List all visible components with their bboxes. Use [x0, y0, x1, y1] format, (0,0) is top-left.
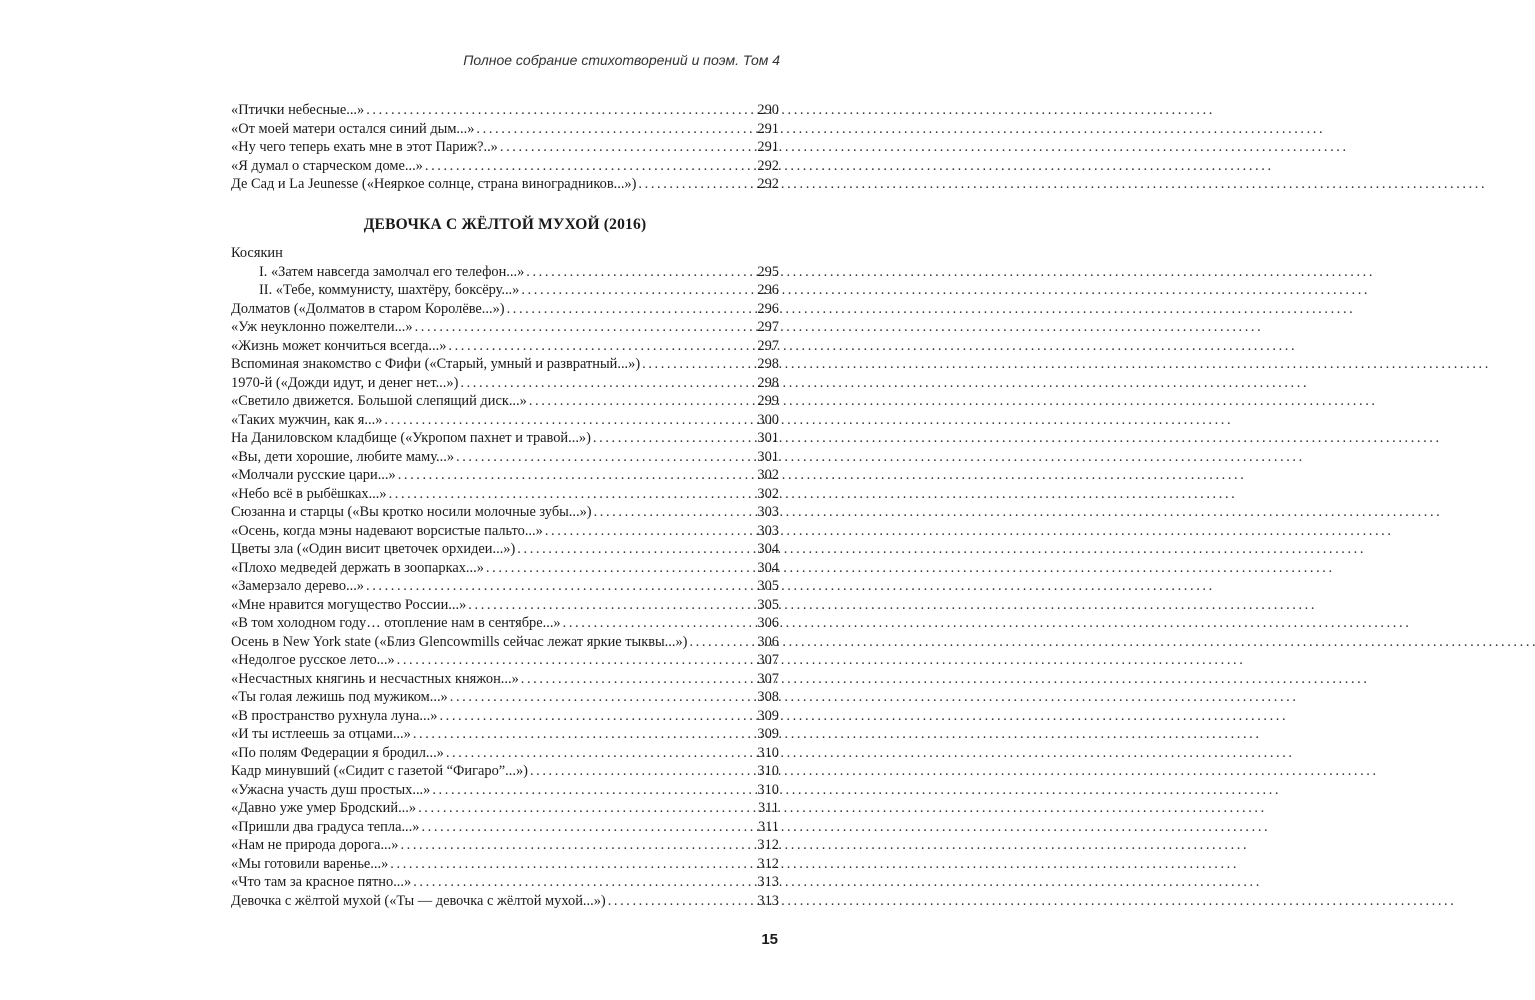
toc-main-block	[231, 244, 779, 910]
toc-entry	[231, 762, 779, 781]
toc-entry-page: 303	[757, 504, 779, 520]
toc-entry-title: «Что там за красное пятно...»	[231, 874, 412, 890]
toc-entry-title: Девочка с жёлтой мухой («Ты — девочка с жёлтой мухой...»)	[231, 892, 606, 909]
toc-entry-page: 297	[757, 337, 779, 354]
leader-dots	[364, 101, 757, 120]
toc-entry-page: 298	[757, 356, 779, 372]
toc-entry-title: «Птички небесные...»	[231, 102, 365, 118]
toc-entry-page: 298	[757, 374, 779, 391]
toc-entry	[231, 781, 779, 800]
toc-entry-title: «Мы готовили варенье...»	[231, 855, 389, 872]
toc-entry-page: 308	[757, 689, 779, 705]
toc-entry-title: Кадр минувший («Сидит с газетой “Фигаро”...»)	[231, 763, 528, 779]
toc-entry-page: 295	[757, 263, 779, 280]
toc-entry-title: «Давно уже умер Бродский...»	[231, 800, 417, 816]
toc-entry	[231, 337, 779, 356]
leader-dots	[515, 540, 757, 559]
leader-dots	[591, 429, 757, 448]
toc-entry	[231, 522, 779, 541]
toc-entry-title: Сюзанна и старцы («Вы кротко носили молочные зубы...»)	[231, 504, 592, 520]
toc-entry	[231, 318, 779, 337]
section-title: ДЕВОЧКА С ЖЁЛТОЙ МУХОЙ (2016)	[363, 216, 647, 233]
toc-entry-title: «В пространство рухнула луна...»	[231, 707, 438, 724]
toc-entry-page: 302	[757, 485, 779, 502]
toc-entry-title: Долматов («Долматов в старом Королёве...»)	[231, 300, 505, 317]
toc-entry-title: На Даниловском кладбище («Укропом пахнет и травой...»)	[231, 430, 591, 446]
toc-entry-page: 302	[757, 467, 779, 483]
toc-entry	[231, 596, 779, 615]
leader-dots	[687, 633, 757, 652]
toc-entry	[231, 157, 779, 176]
toc-entry	[231, 559, 779, 578]
toc-entry-page: 299	[757, 393, 779, 409]
toc-entry-title: 1970-й («Дожди идут, и денег нет...»)	[231, 374, 459, 391]
toc-entry-page: 313	[757, 892, 779, 909]
leader-dots	[446, 337, 757, 356]
leader-dots	[606, 892, 758, 911]
toc-entry	[231, 892, 779, 911]
leader-dots	[423, 157, 758, 176]
toc-entry	[231, 355, 779, 374]
toc-entry-page: 292	[757, 157, 779, 174]
leader-dots	[395, 651, 758, 670]
leader-dots	[413, 318, 758, 337]
toc-entry-page: 304	[757, 559, 779, 576]
toc-entry-title: «Замерзало дерево...»	[231, 578, 365, 594]
running-header: Полное собрание стихотворений и поэм. Том 4	[463, 52, 780, 68]
leader-dots	[388, 855, 757, 874]
toc-entry	[231, 873, 779, 892]
toc-entry-page: 301	[757, 430, 779, 446]
toc-entry-page: 292	[757, 176, 779, 192]
toc-entry-title: «Небо всё в рыбёшках...»	[231, 485, 387, 502]
toc-entry-title: «От моей матери остался синий дым...»	[231, 120, 475, 137]
leader-dots	[387, 485, 758, 504]
toc-entry	[231, 707, 779, 726]
toc-entry	[231, 614, 779, 633]
toc-entry-title: «Уж неуклонно пожелтели...»	[231, 319, 413, 335]
toc-entry	[231, 448, 779, 467]
toc-entry	[231, 138, 779, 157]
toc-entry-title: «Я думал о старческом доме...»	[231, 157, 423, 174]
toc-entry-page: 310	[757, 781, 779, 798]
toc-entry-title: «Осень, когда мэны надевают ворсистые пальто...»	[231, 522, 543, 539]
toc-entry-title: «Ну чего теперь ехать мне в этот Париж?..»	[231, 139, 498, 155]
toc-entry	[231, 799, 779, 818]
toc-sub-entry	[231, 263, 779, 282]
toc-entry-title: «Вы, дети хорошие, любите маму...»	[231, 448, 455, 465]
toc-top-block	[231, 101, 779, 194]
toc-entry	[231, 633, 779, 652]
toc-entry	[231, 374, 779, 393]
leader-dots	[364, 577, 757, 596]
toc-entry-page: 305	[757, 578, 779, 594]
leader-dots	[505, 300, 758, 319]
toc-entry-title: «Нам не природа дорога...»	[231, 837, 399, 853]
toc-entry-title: «Жизнь может кончиться всегда...»	[231, 337, 447, 354]
toc-entry-title: «Таких мужчин, как я...»	[231, 411, 383, 428]
toc-entry	[231, 300, 779, 319]
toc-entry	[231, 485, 779, 504]
leader-dots	[396, 466, 758, 485]
leader-dots	[484, 559, 757, 578]
toc-entry-page: 311	[757, 800, 779, 816]
toc-entry	[231, 818, 779, 837]
toc-entry-page: 305	[757, 596, 779, 613]
toc-entry-title: «Молчали русские цари...»	[231, 467, 396, 483]
toc-entry-page: 296	[757, 300, 779, 317]
leader-dots	[382, 411, 757, 430]
toc-entry	[231, 429, 779, 448]
toc-entry-title: Осень в New York state («Близ Glencowmills сейчас лежат яркие тыквы...»)	[231, 633, 688, 650]
toc-entry	[231, 577, 779, 596]
toc-entry-page: 306	[757, 633, 779, 650]
toc-entry-title: Цветы зла («Один висит цветочек орхидеи...»)	[231, 541, 516, 557]
page-number: 15	[761, 931, 778, 948]
leader-dots	[419, 818, 757, 837]
toc-entry-page: 291	[757, 120, 779, 137]
leader-dots	[527, 392, 758, 411]
toc-entry-title: «Плохо медведей держать в зоопарках...»	[231, 559, 484, 576]
leader-dots	[411, 873, 757, 892]
toc-entry-title: Де Сад и La Jeunesse («Неяркое солнце, страна виноградников...»)	[231, 176, 637, 192]
toc-entry-title: «Светило движется. Большой слепящий диск...»	[231, 393, 527, 409]
leader-dots	[519, 670, 758, 689]
leader-dots	[640, 355, 757, 374]
toc-entry	[231, 725, 779, 744]
toc-entry-title: «Недолгое русское лето...»	[231, 652, 395, 668]
toc-group-label: Косякин	[231, 245, 283, 261]
toc-entry-page: 300	[757, 411, 779, 428]
toc-entry-page: 301	[757, 448, 779, 465]
toc-entry-page: 309	[757, 707, 779, 724]
toc-entry	[231, 540, 779, 559]
leader-dots	[430, 781, 757, 800]
leader-dots	[458, 374, 757, 393]
toc-entry-page: 306	[757, 615, 779, 631]
toc-entry-page: 296	[757, 282, 779, 298]
leader-dots	[524, 263, 757, 282]
toc-entry-page: 310	[757, 744, 779, 761]
toc-entry-page: 312	[757, 837, 779, 853]
toc-entry-page: 312	[757, 855, 779, 872]
toc-entry	[231, 670, 779, 689]
leader-dots	[592, 503, 758, 522]
leader-dots	[543, 522, 758, 541]
toc-entry-title: «По полям Федерации я бродил...»	[231, 744, 444, 761]
toc-entry-page: 311	[757, 818, 779, 835]
toc-sub-entry	[231, 281, 779, 300]
leader-dots	[561, 614, 758, 633]
toc-entry	[231, 688, 779, 707]
leader-dots	[528, 762, 757, 781]
leader-dots	[448, 688, 758, 707]
toc-entry	[231, 120, 779, 139]
toc-entry	[231, 101, 779, 120]
leader-dots	[416, 799, 758, 818]
leader-dots	[474, 120, 757, 139]
leader-dots	[411, 725, 758, 744]
toc-entry	[231, 503, 779, 522]
toc-entry-title: Вспоминая знакомство с Фифи («Старый, умный и развратный...»)	[231, 356, 641, 372]
toc-entry-page: 309	[757, 726, 779, 742]
leader-dots	[437, 707, 757, 726]
toc-entry-title: «В том холодном году… отопление нам в сентябре...»	[231, 615, 561, 631]
leader-dots	[498, 138, 758, 157]
toc-entry-title: I. «Затем навсегда замолчал его телефон...»	[259, 263, 525, 280]
toc-entry-page: 310	[757, 763, 779, 779]
leader-dots	[444, 744, 758, 763]
toc-entry	[231, 651, 779, 670]
toc-entry-page: 304	[757, 541, 779, 557]
toc-entry-page: 291	[757, 139, 779, 155]
toc-entry-page: 303	[757, 522, 779, 539]
toc-entry-page: 313	[757, 874, 779, 890]
leader-dots	[636, 175, 757, 194]
leader-dots	[398, 836, 757, 855]
toc-entry-page: 307	[757, 652, 779, 668]
toc-entry	[231, 175, 779, 194]
toc-entry-page: 297	[757, 319, 779, 335]
toc-entry-title: «Ты голая лежишь под мужиком...»	[231, 689, 448, 705]
toc-entry-title: II. «Тебе, коммунисту, шахтёру, боксёру...»	[259, 282, 520, 298]
toc-entry	[231, 392, 779, 411]
toc-entry-title: «Мне нравится могущество России...»	[231, 596, 467, 613]
toc-entry	[231, 411, 779, 430]
leader-dots	[519, 281, 757, 300]
toc-entry-title: «Ужасна участь душ простых...»	[231, 781, 431, 798]
toc-entry-title: «Пришли два градуса тепла...»	[231, 818, 420, 835]
toc-entry-page: 290	[757, 102, 779, 118]
toc-entry	[231, 855, 779, 874]
leader-dots	[466, 596, 757, 615]
toc-entry-title: «Несчастных княгинь и несчастных княжон...»	[231, 670, 519, 687]
toc-entry	[231, 744, 779, 763]
toc-entry	[231, 836, 779, 855]
toc-entry	[231, 466, 779, 485]
leader-dots	[454, 448, 757, 467]
toc-entry-title: «И ты истлеешь за отцами...»	[231, 726, 411, 742]
toc-entry-page: 307	[757, 670, 779, 687]
